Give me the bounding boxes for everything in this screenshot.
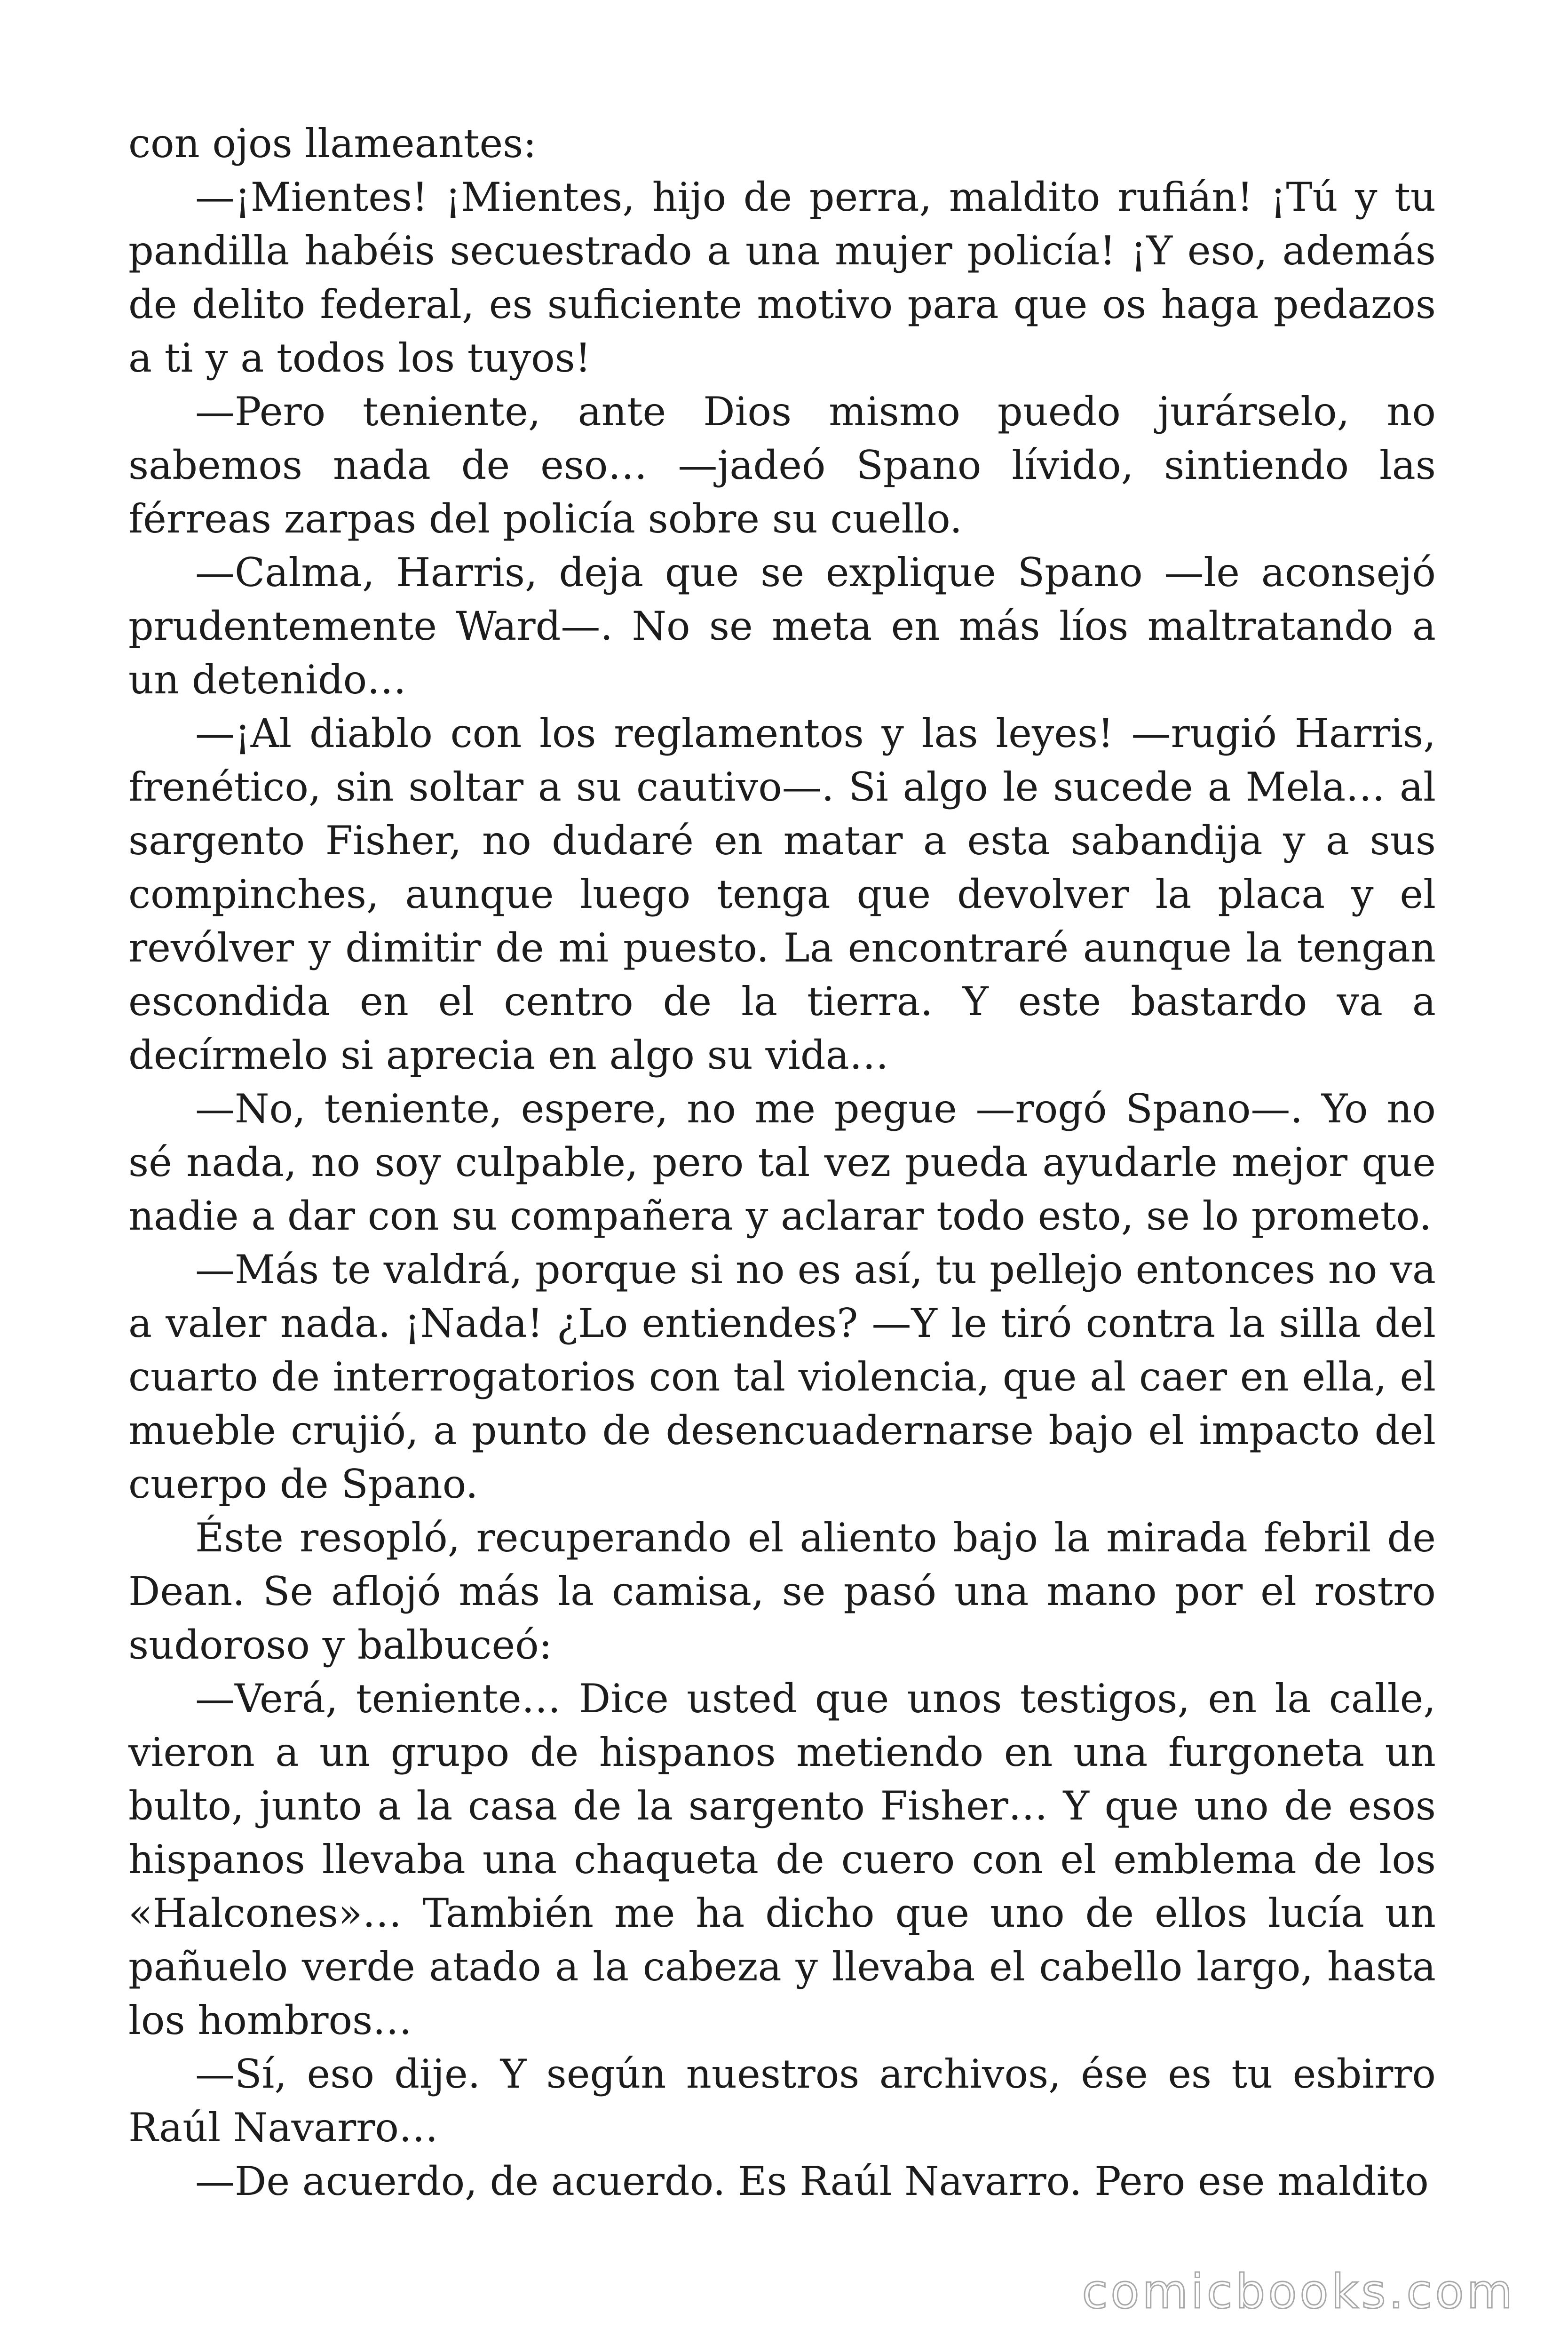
paragraph: Éste resopló, recuperando el aliento bajo la mirada febril de Dean. Se aflojó más la camisa, se pasó una mano por el rostro sudoroso y balbuceó: (128, 1515, 1436, 1668)
paragraph: con ojos llameantes: (128, 120, 537, 167)
paragraph: —De acuerdo, de acuerdo. Es Raúl Navarro. Pero ese maldito (195, 2158, 1429, 2204)
site-watermark: comicbooks.com (1082, 2264, 1515, 2319)
paragraph: —No, teniente, espere, no me pegue —rogó Spano—. Yo no sé nada, no soy culpable, pero tal vez pueda ayudarle mejor que nadie a dar con su compañera y aclarar todo esto, se lo prometo. (128, 1086, 1436, 1239)
paragraph: —¡Mientes! ¡Mientes, hijo de perra, maldito rufián! ¡Tú y tu pandilla habéis secuestrado a una mujer policía! ¡Y eso, además de delito federal, es suficiente motivo para que os haga pedazos a ti y a todos los tuyos! (128, 174, 1436, 381)
paragraph: —Más te valdrá, porque si no es así, tu pellejo entonces no va a valer nada. ¡Nada! ¿Lo entiendes? —Y le tiró contra la silla del cuarto de interrogatorios con tal violencia, que al caer en ella, el mueble crujió, a punto de desencuadernarse bajo el impacto del cuerpo de Spano. (128, 1247, 1436, 1507)
paragraph: —Verá, teniente… Dice usted que unos testigos, en la calle, vieron a un grupo de hispanos metiendo en una furgoneta un bulto, junto a la casa de la sargento Fisher… Y que uno de esos hispanos llevaba una chaqueta de cuero con el emblema de los «Halcones»… También me ha dicho que uno de ellos lucía un pañuelo verde atado a la cabeza y llevaba el cabello largo, hasta los hombros… (128, 1676, 1436, 2043)
paragraph: —¡Al diablo con los reglamentos y las leyes! —rugió Harris, frenético, sin soltar a su cautivo—. Si algo le sucede a Mela… al sargento Fisher, no dudaré en matar a esta sabandija y a sus compinches, aunque luego tenga que devolver la placa y el revólver y dimitir de mi puesto. La encontraré aunque la tengan escondida en el centro de la tierra. Y este bastardo va a decírmelo si aprecia en algo su vida… (128, 710, 1436, 1078)
page-body-text (128, 117, 1436, 2208)
paragraph: —Pero teniente, ante Dios mismo puedo jurárselo, no sabemos nada de eso… —jadeó Spano lívido, sintiendo las férreas zarpas del policía sobre su cuello. (128, 389, 1436, 542)
paragraph: —Calma, Harris, deja que se explique Spano —le aconsejó prudentemente Ward—. No se meta en más líos maltratando a un detenido… (128, 549, 1436, 703)
paragraph: —Sí, eso dije. Y según nuestros archivos, ése es tu esbirro Raúl Navarro… (128, 2051, 1436, 2151)
